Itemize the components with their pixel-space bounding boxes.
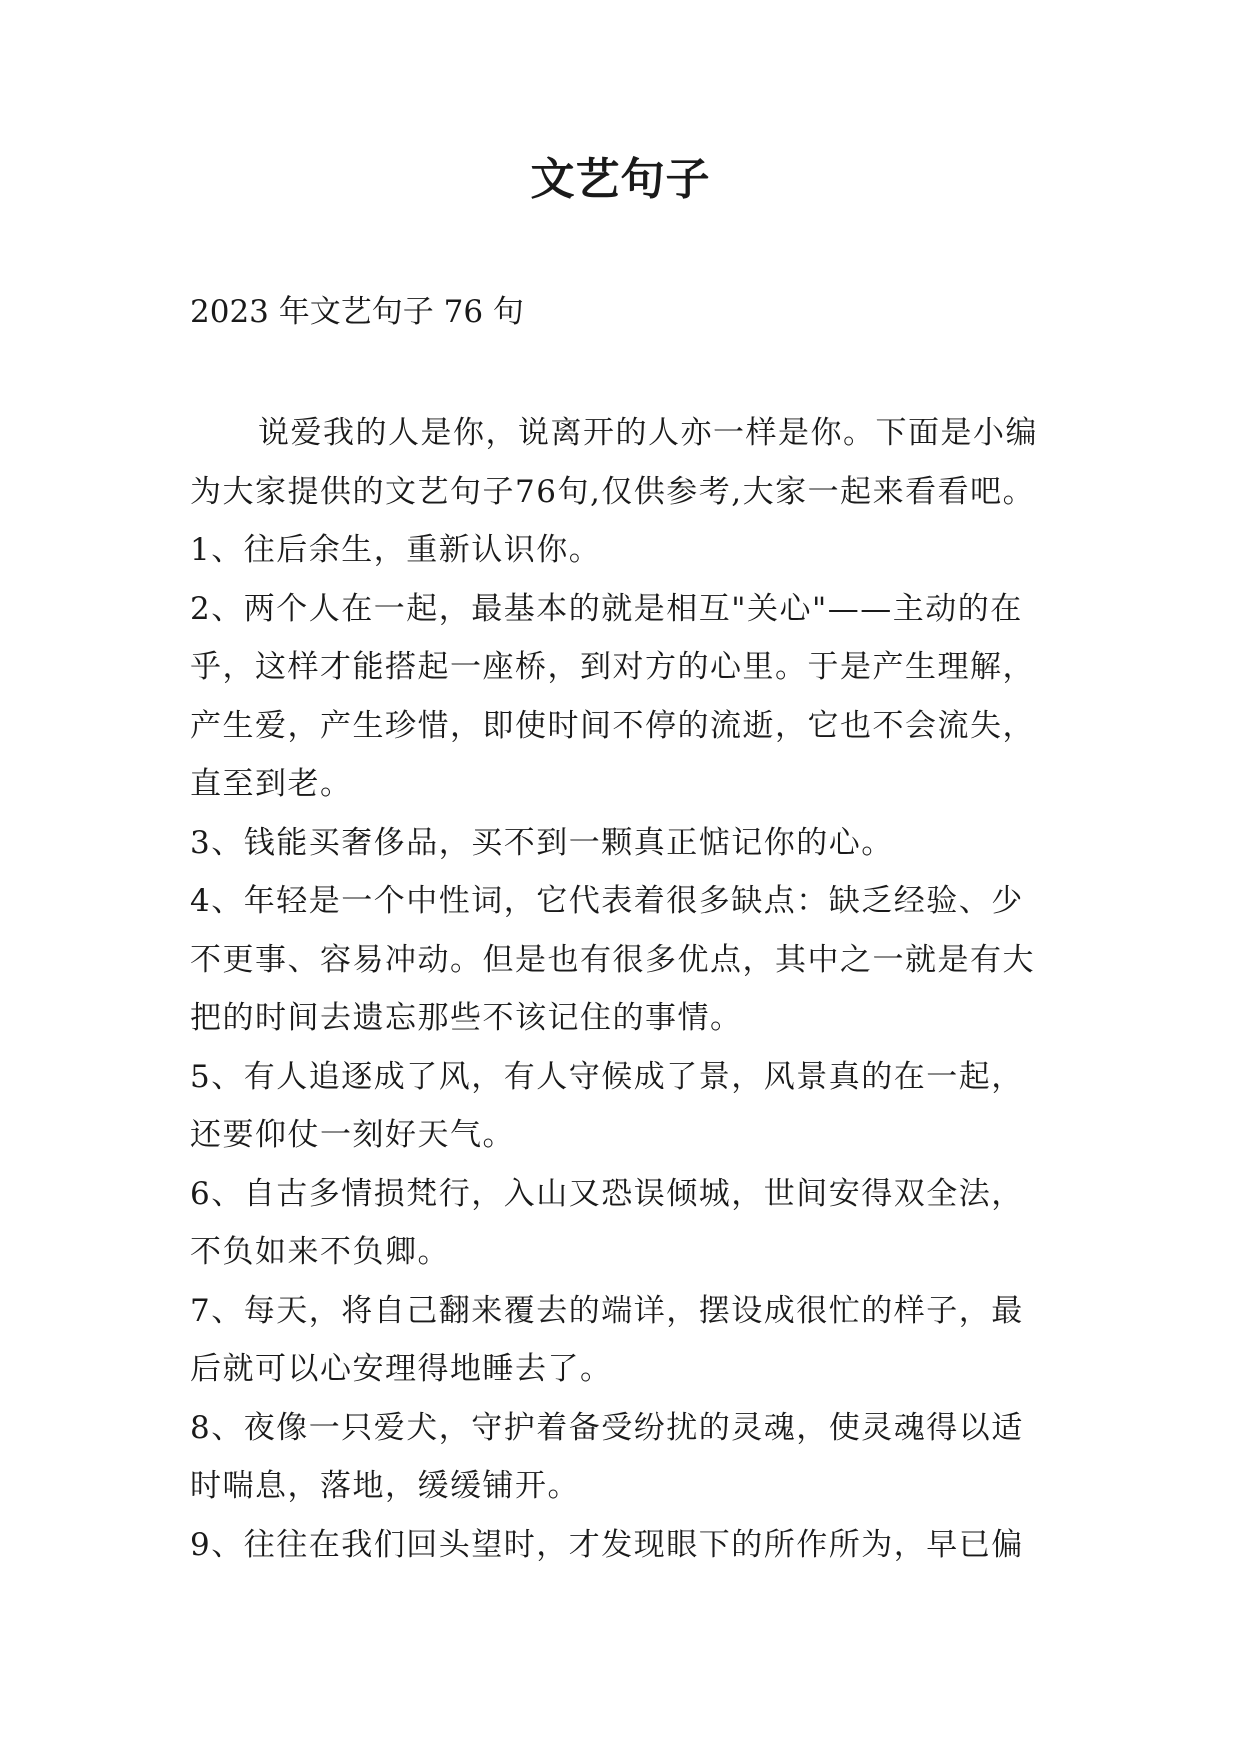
list-item: 1、往后余生，重新认识你。 <box>190 532 602 568</box>
list-item: 3、钱能买奢侈品，买不到一颗真正惦记你的心。 <box>190 824 894 861</box>
list-item: 6、自古多情损梵行，入山又恐误倾城，世间安得双全法，不负如来不负卿。 <box>190 1175 1024 1270</box>
list-item: 8、夜像一只爱犬，守护着备受纷扰的灵魂，使灵魂得以适时喘息，落地，缓缓铺开。 <box>190 1409 1024 1504</box>
intro-paragraph: 说爱我的人是你，说离开的人亦一样是你。下面是小编为大家提供的文艺句子76句,仅供参考,大家一起来看看吧。 <box>190 415 1038 510</box>
document-subtitle: 2023 年文艺句子 76 句 <box>190 294 524 330</box>
document-body <box>190 404 1056 1574</box>
list-item: 7、每天，将自己翻来覆去的端详，摆设成很忙的样子，最后就可以心安理得地睡去了。 <box>190 1292 1024 1387</box>
document-title: 文艺句子 <box>530 154 711 205</box>
list-item: 9、往往在我们回头望时，才发现眼下的所作所为，早已偏 <box>190 1526 1024 1563</box>
list-item: 4、年轻是一个中性词，它代表着很多缺点：缺乏经验、少不更事、容易冲动。但是也有很多优点，其中之一就是有大把的时间去遗忘那些不该记住的事情。 <box>190 883 1035 1036</box>
list-item: 5、有人追逐成了风，有人守候成了景，风景真的在一起，还要仰仗一刻好天气。 <box>190 1058 1024 1153</box>
list-item: 2、两个人在一起，最基本的就是相互"关心"——主动的在乎，这样才能搭起一座桥，到对方的心里。于是产生理解，产生爱，产生珍惜，即使时间不停的流逝，它也不会流失，直至到老。 <box>190 590 1035 802</box>
